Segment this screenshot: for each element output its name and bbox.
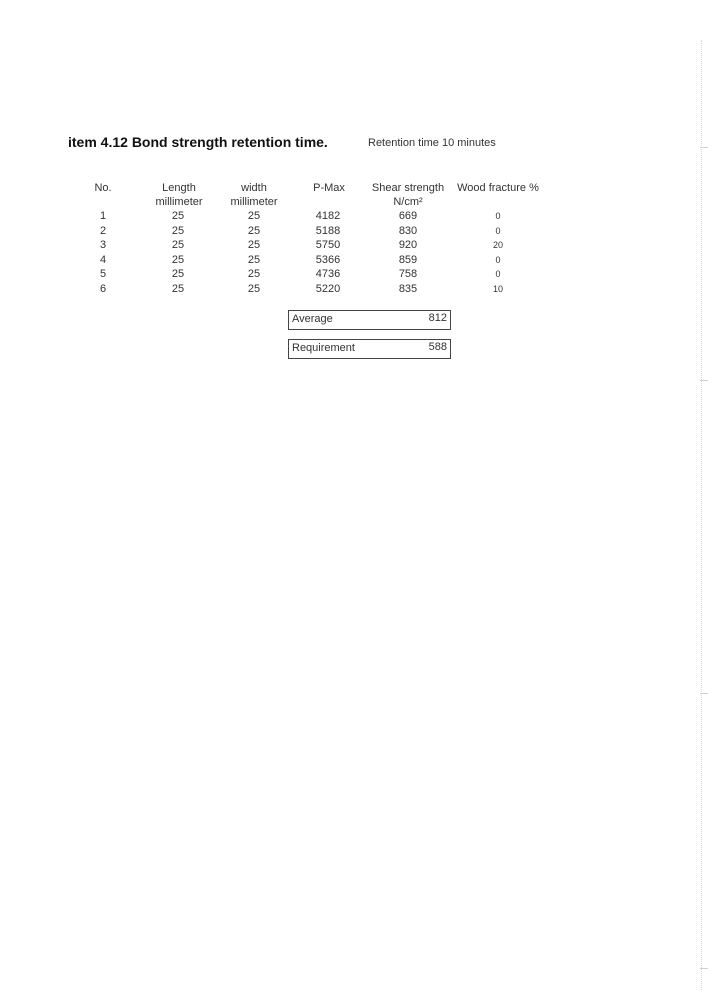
header-length-unit: millimeter [155, 196, 203, 208]
cell-pmax: 5750 [315, 239, 341, 251]
requirement-box [288, 339, 451, 359]
cell-wood: 0 [495, 269, 501, 279]
edge-tick [700, 380, 708, 381]
edge-tick [700, 693, 708, 694]
cell-shear: 669 [398, 210, 418, 222]
cell-width: 25 [247, 224, 261, 237]
cell-no: 3 [99, 239, 107, 251]
cell-shear: 920 [398, 239, 418, 251]
cell-shear: 835 [398, 282, 418, 295]
cell-width: 25 [247, 268, 261, 280]
header-pmax: P-Max [313, 182, 345, 194]
retention-time-note: Retention time 10 minutes [368, 137, 496, 149]
edge-tick [700, 147, 708, 148]
cell-width: 25 [247, 239, 261, 251]
header-shear-strength: Shear strength [371, 182, 445, 194]
header-width-unit: millimeter [230, 196, 278, 208]
header-wood-fracture: Wood fracture % [457, 182, 539, 194]
cell-no: 4 [99, 253, 107, 266]
cell-pmax: 4736 [315, 268, 341, 280]
cell-pmax: 5188 [315, 224, 341, 237]
average-label: Average [292, 313, 333, 325]
cell-width: 25 [247, 282, 261, 295]
average-value: 812 [428, 312, 447, 324]
header-shear-unit: N/cm² [393, 196, 423, 208]
column-shear-strength [380, 209, 436, 296]
cell-no: 2 [99, 224, 107, 237]
column-width [226, 209, 282, 296]
page-edge [700, 40, 702, 990]
cell-no: 6 [99, 282, 107, 295]
cell-length: 25 [171, 282, 185, 295]
cell-pmax: 4182 [315, 210, 341, 222]
header-no: No. [94, 182, 112, 194]
average-box [288, 310, 451, 330]
cell-length: 25 [171, 268, 185, 280]
cell-length: 25 [171, 224, 185, 237]
cell-length: 25 [171, 239, 185, 251]
column-no [90, 209, 116, 296]
cell-wood: 0 [495, 225, 501, 236]
cell-wood: 20 [492, 240, 503, 250]
cell-pmax: 5366 [315, 253, 341, 266]
cell-wood: 10 [492, 283, 503, 294]
cell-shear: 830 [398, 224, 418, 237]
cell-length: 25 [171, 210, 185, 222]
column-wood-fracture [476, 209, 520, 296]
header-width: width [241, 182, 267, 194]
cell-shear: 758 [398, 268, 418, 280]
column-length [150, 209, 206, 296]
requirement-value: 588 [428, 341, 447, 353]
cell-wood: 0 [495, 254, 501, 265]
edge-tick [700, 968, 708, 969]
cell-width: 25 [247, 210, 261, 222]
column-pmax [300, 209, 356, 296]
cell-shear: 859 [398, 253, 418, 266]
cell-pmax: 5220 [315, 282, 341, 295]
cell-no: 1 [99, 210, 107, 222]
cell-no: 5 [99, 268, 107, 280]
requirement-label: Requirement [292, 342, 355, 354]
cell-width: 25 [247, 253, 261, 266]
header-length: Length [162, 182, 196, 194]
section-heading: item 4.12 Bond strength retention time. [68, 134, 328, 150]
cell-wood: 0 [495, 211, 501, 221]
cell-length: 25 [171, 253, 185, 266]
